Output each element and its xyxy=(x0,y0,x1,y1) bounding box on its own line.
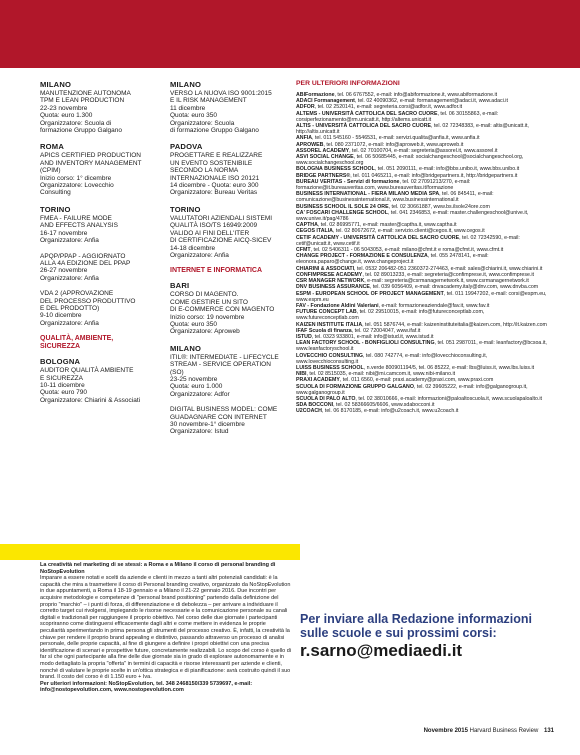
info-contact: , tel. 02 40090362, e-mail: formanagement@adaci.it, www.adaci.it xyxy=(354,98,508,105)
course-line: APICS CERTIFIED PRODUCTION xyxy=(40,152,142,160)
course-line: APQP/PPAP - AGGIORNATO xyxy=(40,252,126,260)
info-contact: , tel. 06 845411, e-mail: comunicazione@businessinternational.it, www.businessinternational.it xyxy=(296,191,494,204)
info-contact: , tel. 02 2520141, e-mail: segreteria.corsi@adfor.it, www.adfor.it xyxy=(314,104,463,111)
info-org-name: U2COACH xyxy=(296,408,322,415)
footer-date: Novembre 2015 xyxy=(423,728,468,734)
info-contact: , tel. 055 2478141, e-mail: eleonora.paparo@change.it, www.changeproject.it xyxy=(296,253,489,266)
course-entry xyxy=(170,142,294,196)
course-line: Quota: euro 1.300 xyxy=(40,112,93,120)
course-line: 14 dicembre - Quota: euro 300 xyxy=(170,182,259,190)
info-item xyxy=(296,210,548,222)
category-line: QUALITÀ, AMBIENTE, xyxy=(40,335,114,343)
info-contact: , tel. 02 70100704, e-mail: segreteria@assorel.it, www.assorel.it xyxy=(349,147,498,154)
info-item xyxy=(296,291,548,303)
category-heading xyxy=(40,335,168,351)
footer-magazine: Harvard Business Review xyxy=(469,728,539,734)
course-line: di formazione Gruppo Galgano xyxy=(170,127,259,135)
info-contact: , tel. 051 5876744, e-mail: kaizeninstituteitalia@kaizen.com, http://it.kaizen.com xyxy=(362,321,547,328)
info-contact: , tel. 080 742774, e-mail: info@lovecchioconsulting.it, www.lovecchioconsulting.it xyxy=(296,352,488,365)
course-line: (CPIM) xyxy=(40,167,61,175)
category-heading xyxy=(170,267,294,275)
course-line: 9-10 dicembre xyxy=(40,312,82,320)
info-item xyxy=(296,154,548,166)
category-line: SICUREZZA xyxy=(40,343,81,351)
course-line: ITIL®: INTERMEDIATE - LIFECYCLE xyxy=(170,353,279,361)
course-line: Organizzatore: Lovecchio xyxy=(40,182,114,190)
course-line: 23-25 novembre xyxy=(170,375,218,383)
info-org-name: NIBI xyxy=(296,371,307,378)
course-entry xyxy=(170,80,294,134)
info-contact: , tel. 02 27091213/270, e-mail: formazione@it.bureauveritas.com, www.bureauveritas.it/formazione xyxy=(296,178,471,192)
course-line: VDA 2 (APPROVAZIONE xyxy=(40,290,114,298)
info-column xyxy=(296,80,548,415)
course-line: E SICUREZZA xyxy=(40,374,83,382)
info-contact: , tel. 080 2371072, e-mail: info@aproweb.it, www.aproweb.it xyxy=(323,141,464,148)
course-line: formazione Gruppo Galgano xyxy=(40,127,123,135)
course-city: ROMA xyxy=(40,142,65,152)
info-contact: , tel. 06 6767552, e-mail: info@abiformazione.it, www.abiformazione.it xyxy=(334,92,498,98)
course-line: ALLA 4A EDIZIONE DEL PPAP xyxy=(40,259,131,267)
article-contact: Per ulteriori informazioni: NoStopEvolution, tel. 348 2468150/339 5739697, e-mail: info@nostopevolution.com, www.nostopevolution.com xyxy=(40,680,253,694)
course-line: Organizzatore: Istud xyxy=(170,428,229,436)
header-red-band xyxy=(0,0,580,68)
promo-box xyxy=(300,612,552,661)
course-line: Quota: euro 790 xyxy=(40,389,87,397)
info-org-name: SCUOLA DI PALO ALTO xyxy=(296,395,356,402)
course-entry xyxy=(40,142,168,196)
course-line: 22-23 novembre xyxy=(40,104,88,112)
course-line: 11 dicembre xyxy=(170,104,206,112)
info-org-name: FUTURE CONCEPT LAB xyxy=(296,309,357,316)
info-item xyxy=(296,191,548,203)
info-item xyxy=(296,408,548,414)
course-entry xyxy=(170,406,294,436)
info-contact: , tel. 02 58366605/6606, www.sdabocconi.it xyxy=(333,402,435,409)
course-line: AND INVENTORY MANAGEMENT xyxy=(40,159,142,167)
course-line: Quota: euro 1.000 xyxy=(170,383,223,391)
info-org-name: SDA BOCCONI xyxy=(296,402,334,409)
info-item xyxy=(296,111,548,123)
info-contact: , tel. 02 30661887, www.bs.ilsole24ore.com xyxy=(388,203,490,210)
info-contact: , tel. 02 5406311 - 06 5043053, e-mail: milano@cfmt.it e roma@cfmt.it, www.cfmt.it xyxy=(310,247,504,254)
course-line: 16-17 novembre xyxy=(40,229,88,237)
info-contact: , tel. 011 0465211, e-mail: info@bridgepartners.it, http://bridgepartners.it xyxy=(350,172,518,179)
events-column-1 xyxy=(40,80,168,412)
events-column-2 xyxy=(170,80,294,444)
info-item xyxy=(296,123,548,135)
info-contact: , tel. 0323 933801, e-mail: info@istud.it, www.istud.it xyxy=(311,333,434,340)
info-org-name: ADFOR xyxy=(296,104,315,111)
course-entry xyxy=(170,205,294,259)
course-city: MILANO xyxy=(170,343,202,353)
info-org-name: LOVECCHIO CONSULTING xyxy=(296,352,363,359)
info-org-name: CEGOS ITALIA xyxy=(296,228,333,235)
course-entry xyxy=(170,344,294,398)
course-entry xyxy=(40,80,168,134)
course-line: (SO) xyxy=(170,368,184,376)
info-item xyxy=(296,179,548,191)
info-org-name: CONFIMPRESE ACADEMY xyxy=(296,271,363,278)
info-contact: , tel. 041 2346853, e-mail: master.challengeschool@unive.it, www.unive.it/pag/4786 xyxy=(296,209,529,223)
info-org-name: CHANGE PROJECT - FORMAZIONE E CONSULENZA xyxy=(296,253,428,260)
info-org-name: LEAN FACTORY SCHOOL - BONFIGLIOLI CONSULTING xyxy=(296,340,435,347)
course-entry xyxy=(40,290,168,327)
info-item xyxy=(296,309,548,321)
info-org-name: APROWEB xyxy=(296,141,324,148)
course-line: Inizio corso: 19 novembre xyxy=(170,313,245,321)
course-line: Organizzatore: Adfor xyxy=(170,390,230,398)
course-entry xyxy=(40,205,168,245)
info-contact: , tel. 0532 206482-051 2360372-274463, e-mail: sales@chiarini.it, www.chiarini.it xyxy=(354,265,543,272)
course-entry xyxy=(40,357,168,404)
info-org-name: CAPTHA xyxy=(296,222,318,229)
info-org-name: BUREAU VERITAS - Servizi di formazione xyxy=(296,178,400,185)
course-line: TPM E LEAN PRODUCTION xyxy=(40,97,125,105)
info-org-name: CFMT xyxy=(296,247,311,254)
course-line: SECONDO LA NORMA xyxy=(170,167,239,175)
info-contact: , tel. 02 72348383, e-mail: altis@unicatt.it, http://altis.unicatt.it xyxy=(296,123,529,136)
course-line: AUDITOR QUALITÀ AMBIENTE xyxy=(40,367,134,375)
course-entry xyxy=(40,253,168,283)
course-line: Quota: euro 350 xyxy=(170,320,217,328)
category-line: INTERNET E INFORMATICA xyxy=(170,267,263,275)
info-contact: , tel. 02 39605222, e-mail: info@galganogroup.it, www.galganogroup.it xyxy=(296,383,528,396)
info-contact: , tel. 02 72342590, e-mail: cetif@unicatt.it, www.cetif.it xyxy=(296,234,520,247)
course-line: Organizzatore: Aproweb xyxy=(170,328,240,336)
info-org-name: DNV BUSINESS ASSURANCE xyxy=(296,284,370,291)
info-contact: , tel. 02 8515035, e-mail: nibi@mi.camcom.it, www.nibi-milano.it xyxy=(306,371,456,378)
info-org-name: CSR MANAGER NETWORK xyxy=(296,278,365,285)
info-org-name: ALTEMS - UNIVERSITÀ CATTOLICA DEL SACRO CUORE xyxy=(296,110,438,117)
course-line: 10-11 dicembre xyxy=(40,381,85,389)
info-contact: , tel. 02 72004047, www.ifaf.it xyxy=(351,327,421,334)
course-line: Quota: euro 350 xyxy=(170,112,217,120)
info-org-name: ISTUD xyxy=(296,333,312,340)
course-entry xyxy=(170,281,294,335)
info-org-name: ESPM - EUROPEAN SCHOOL OF PROJECT MANAGEMENT xyxy=(296,290,444,297)
info-org-name: PRAXI ACADEMY xyxy=(296,377,340,384)
course-line: AND EFFECTS ANALYSIS xyxy=(40,222,118,230)
course-line: UN EVENTO SOSTENIBILE xyxy=(170,159,253,167)
info-org-name: SCUOLA DI FORMAZIONE GRUPPO GALGANO xyxy=(296,383,414,390)
info-contact: , e-mail: segreteria@csrmanagernetwork.it, www.csrmanagernetwork.it xyxy=(364,278,529,285)
course-line: GUADAGNARE CON INTERNET xyxy=(170,413,267,421)
info-item xyxy=(296,253,548,265)
course-line: Organizzatore: Scuola xyxy=(170,119,235,127)
course-city: MILANO xyxy=(170,80,202,89)
info-contact: , tel. 039 6056409, e-mail: dnvacademy.italy@dnv.com, www.dnvba.com xyxy=(369,284,539,291)
info-org-name: ASVI SOCIAL CHANGE xyxy=(296,154,354,161)
info-org-name: ANFIA xyxy=(296,135,313,142)
course-line: FMEA - FAILURE MODE xyxy=(40,214,112,222)
course-city: TORINO xyxy=(170,204,201,214)
course-line: Organizzatore: Scuola di xyxy=(40,119,112,127)
promo-text: Per inviare alla Redazione informazioni sulle scuole e sui prossimi corsi: xyxy=(300,612,533,640)
info-contact: , tel. 011 545160 - 5546531, e-mail: servizi.qualita@anfia.it, www.anfia.it xyxy=(312,135,480,142)
course-line: QUALITÀ ISO/TS 16949:2009 xyxy=(170,222,258,230)
info-org-name: KAIZEN INSTITUTE ITALIA xyxy=(296,321,363,328)
course-line: Organizzatore: Anfia xyxy=(170,251,229,259)
info-org-name: ADACI Formanagement xyxy=(296,98,355,105)
info-item xyxy=(296,384,548,396)
info-org-name: LUISS BUSINESS SCHOOL xyxy=(296,364,364,371)
info-contact: , tel. 051 2987011, e-mail: leanfactory@bcsoa.it, www.leanfactoryschool.it xyxy=(296,340,547,353)
article-body: Imparare a essere notati e scelti da aziende e clienti in mezzo a tanti altri potenziali candidati: è la capacità che mira a trasmettere il corso di Personal branding creativo, organizzato da NoStopEvolution in due appuntamenti, a Roma il 18-19 gennaio e a Milano il 21-22 gennaio 2016. Due incontri per acquisire metodologie e competenze di "personal brand positioning" partendo dalla definizione del proprio "marchio" – i punti di forza, di differenziazione e di debolezza – per arrivare a individuare il corretto target cui rivolgersi, impiegando le risorse necessarie e la comunicazione personale su canali digitali e tradizionali per raggiungere il proprio obiettivo. Nel corso delle due giornate i partecipanti scopriranno come distinguersi efficacemente dagli altri e come mettere in evidenza le proprie peculiarità sperimentando in prima persona gli strumenti del processo creativo. È, infatti, la creatività la chiave per rendere il proprio brand appealing e distintivo, passando attraverso un processo di analisi personale, delle proprie capacità, al fine di giungere a definire i propri obiettivi con una precisa identificazione di scenari e prospettive future, concretamente realizzabili. Lo scopo del corso è quello di far sì che ogni partecipante alla fine delle due giornate sia in grado di esplorare autonomamente e in modo dettagliato la propria "offerta" in termini di capacità e risorse interessanti per aziende e clienti, nonché di valutare le proprie scelte in un'ottica strategica e di pianificazione: avrà costruito quindi il suo brand. Il costo del corso è di 1.150 euro + Iva. xyxy=(40,575,292,681)
course-line: DI E-COMMERCE CON MAGENTO xyxy=(170,306,275,314)
page-footer xyxy=(394,727,554,735)
page-number: 131 xyxy=(543,728,554,734)
course-line: 14-18 dicembre xyxy=(170,244,216,252)
article-title: La creatività nel marketing di se stessi: a Roma e a Milano il corso di personal branding di NoStopEvolution xyxy=(40,562,276,575)
info-org-name: ABIFormazione xyxy=(296,92,335,98)
info-contact: , n.verde 800901194/5, tel. 06 85222, e-mail: lbs@luiss.it, www.lbs.luiss.it xyxy=(363,364,535,371)
course-city: BARI xyxy=(170,281,190,291)
course-line: VERSO LA NUOVA ISO 9001:2015 xyxy=(170,90,272,97)
info-item xyxy=(296,340,548,352)
info-org-name: BRIDGE PARTNERS® xyxy=(296,172,351,179)
course-line: CORSO DI MAGENTO. xyxy=(170,291,239,299)
info-contact: , tel. 02 38010666, e-mail: informazioni@paloaltoscuola.it, www.scuolapaloalto.it xyxy=(355,395,542,402)
info-org-name: BUSINESS INTERNATIONAL - FIERA MILANO MEDIA SPA xyxy=(296,191,440,198)
info-contact: , tel. 06 50685445, e-mail: socialchangeschool@socialchangeschool.org, www.socialchangeschool.org xyxy=(296,154,524,167)
info-item xyxy=(296,353,548,365)
info-contact: , e-mail: formazioneaziendale@fav.it, www.fav.it xyxy=(378,302,490,309)
info-item xyxy=(296,235,548,247)
info-contact: , tel. 011 19947202, e-mail: corsi@espm.eu, www.espm.eu xyxy=(296,290,547,303)
info-org-name: IFAF Scuola di finanza xyxy=(296,327,352,334)
course-city: MILANO xyxy=(40,80,72,89)
info-contact: , tel. 02 29510015, e-mail: info@futureconceptlab.com, www.futureconceptlab.com xyxy=(296,309,485,322)
info-contact: , tel. 011 6560, e-mail: praxi.academy@praxi.com, www.praxi.com xyxy=(339,377,494,384)
course-line: E IL RISK MANAGEMENT xyxy=(170,97,247,105)
info-org-name: CHIARINI & ASSOCIATI xyxy=(296,265,355,272)
info-heading: PER ULTERIORI INFORMAZIONI xyxy=(296,80,400,87)
info-contact: , tel. 02 80672672, e-mail: servizio.clienti@cegos.it, www.cegos.it xyxy=(332,228,485,235)
course-line: DEL PROCESSO PRODUTTIVO xyxy=(40,297,136,305)
course-line: VALIDO AI FINI DELL'ITER xyxy=(170,229,250,237)
course-line: 26-27 novembre xyxy=(40,267,88,275)
info-org-name: CA' FOSCARI CHALLENGE SCHOOL xyxy=(296,209,388,216)
info-org-name: CETIF ACADEMY - UNIVERSITÀ CATTOLICA DEL SACRO CUORE xyxy=(296,234,460,241)
yellow-accent-band xyxy=(0,544,300,560)
info-contact: , tel. 02 89013233, e-mail: segreteria@confimprese.it, www.confimprese.it xyxy=(362,271,534,278)
course-line: PROGETTARE E REALIZZARE xyxy=(170,152,263,160)
course-line: Organizzatore: Anfia xyxy=(40,319,99,327)
info-contact: , tel. 06 8170185, e-mail: info@u2coach.it, www.u2coach.it xyxy=(321,408,459,415)
article-box xyxy=(40,562,292,694)
info-contact: , tel. 02 86995771, e-mail: master@captha.it, www.captha.it xyxy=(317,222,457,229)
info-org-name: ALTIS - UNIVERSITÀ CATTOLICA DEL SACRO CUORE xyxy=(296,123,432,130)
course-line: Organizzatore: Anfia xyxy=(40,237,99,245)
course-line: Organizzatore: Chiarini & Associati xyxy=(40,396,141,404)
promo-email-link[interactable]: r.sarno@mediaedi.it xyxy=(300,641,463,660)
course-city: PADOVA xyxy=(170,142,203,152)
course-city: TORINO xyxy=(40,204,71,214)
info-org-name: FAV - Fondazione Aldini Valeriani xyxy=(296,302,379,309)
course-line: Organizzatore: Anfia xyxy=(40,274,99,282)
course-line: MANUTENZIONE AUTONOMA xyxy=(40,90,131,97)
course-line: STREAM - SERVICE OPERATION xyxy=(170,361,271,369)
course-line: Inizio corso: 1° dicembre xyxy=(40,174,112,182)
course-line: DIGITAL BUSINESS MODEL: COME xyxy=(170,406,278,414)
course-line: COME GESTIRE UN SITO xyxy=(170,298,248,306)
course-line: Organizzatore: Bureau Veritas xyxy=(170,189,258,197)
course-city: BOLOGNA xyxy=(40,357,81,367)
course-line: 30 novembre-1° dicembre xyxy=(170,421,245,428)
course-line: Consulting xyxy=(40,189,71,197)
course-line: E DEL PRODOTTO) xyxy=(40,304,100,312)
info-org-name: BUSINESS SCHOOL IL SOLE 24 ORE xyxy=(296,203,389,210)
info-list xyxy=(296,92,548,415)
info-org-name: BOLOGNA BUSINESS SCHOOL xyxy=(296,166,375,173)
info-org-name: ASSOREL ACADEMY xyxy=(296,147,350,154)
course-line: INTERNAZIONALE ISO 20121 xyxy=(170,174,260,182)
info-contact: , tel. 06 30155863, e-mail: corsiperfezionamento@rm.unicatt.it, http://altems.unicatt.it xyxy=(296,110,499,123)
info-contact: , tel. 051 2090111, e-mail: info@bbs.unibo.it, www.bbs.unibo.it xyxy=(374,166,520,173)
course-line: VALUTATORI AZIENDALI SISTEMI xyxy=(170,214,273,222)
course-line: DI CERTIFICAZIONE AICQ-SICEV xyxy=(170,237,272,245)
